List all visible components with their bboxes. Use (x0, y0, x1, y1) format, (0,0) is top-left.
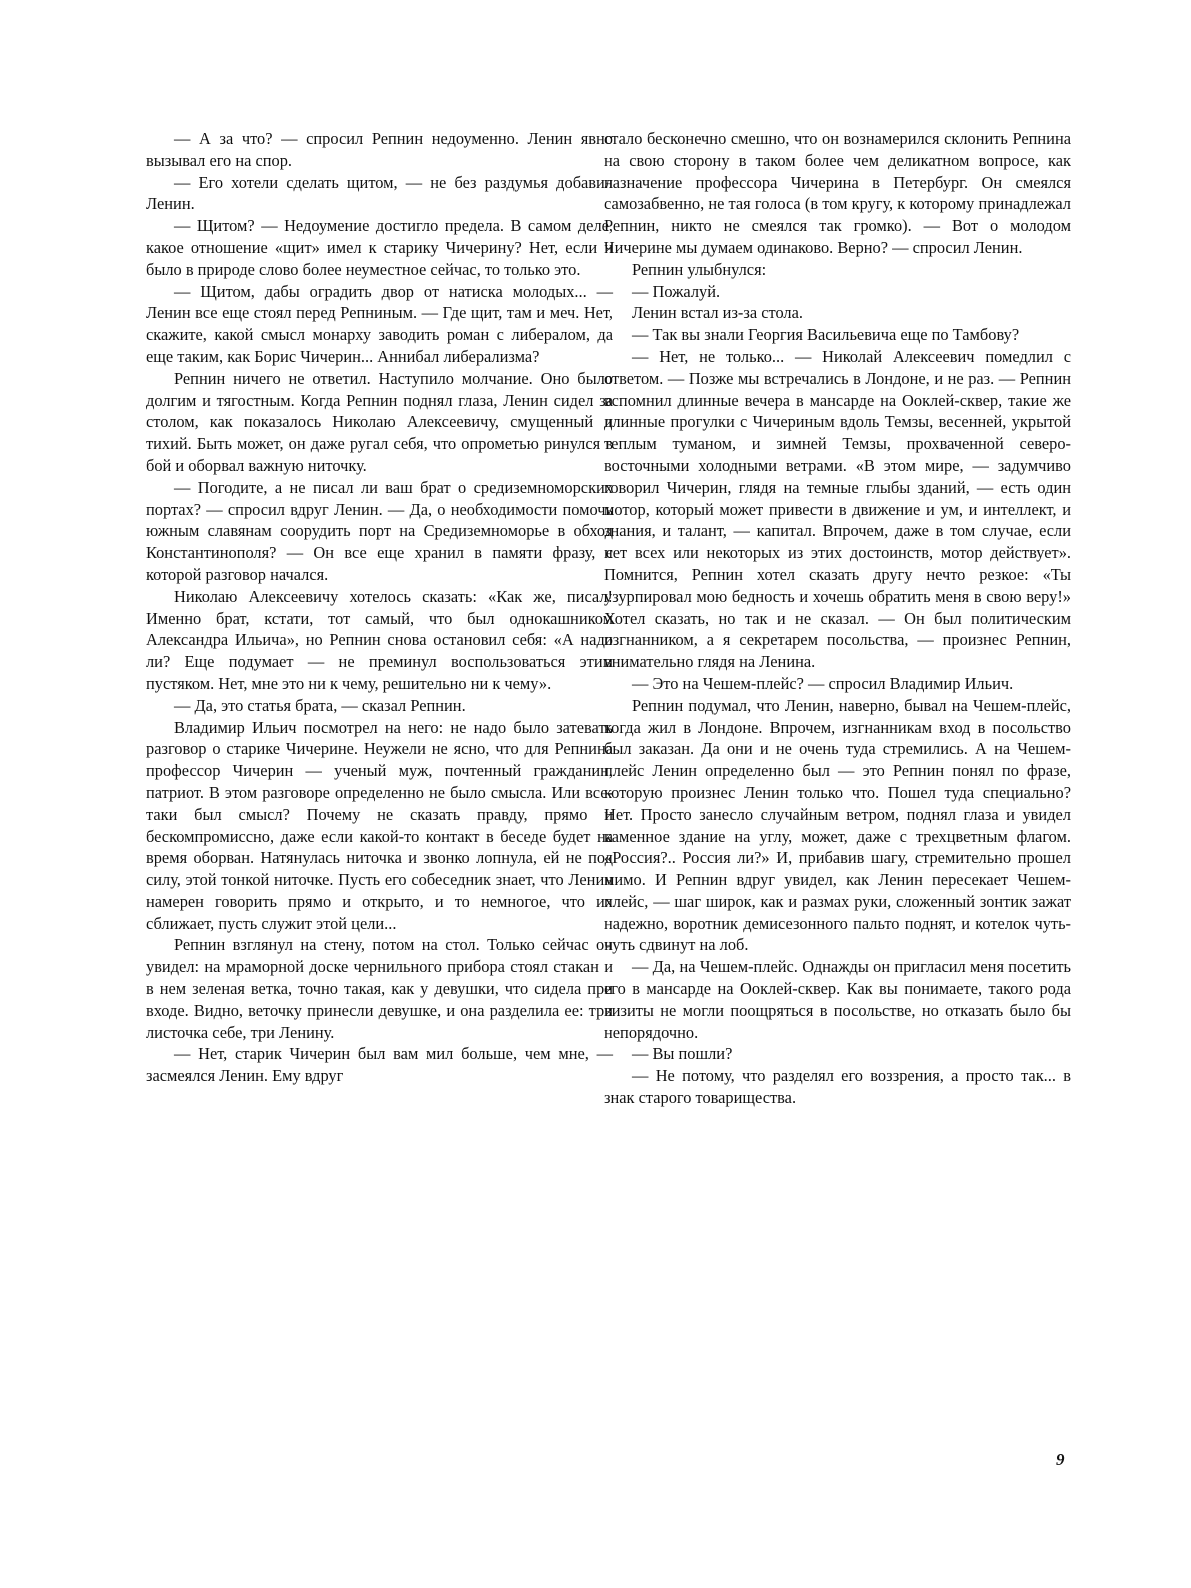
paragraph: — Нет, не только... — Николай Алексеевич помедлил с ответом. — Позже мы встречались в Лондоне, и не раз. — Репнин вспомнил длинные вечера в мансарде на Ооклей-сквер, такие же длинные прогулки с Чичериным вдоль Темзы, весенней, укрытой теплым туманом, и зимней Темзы, прохваченной северо-восточными холодными ветрами. «В этом мире, — задумчиво говорил Чичерин, глядя на темные глыбы зданий, — есть один мотор, который может привести в движение и ум, и интеллект, и знания, и талант, — капитал. Впрочем, даже в том случае, если нет всех или некоторых из этих достоинств, мотор действует». Помнится, Репнин хотел сказать другу нечто резкое: «Ты узурпировал мою бедность и хочешь обратить меня в свою веру!» Хотел сказать, но так и не сказал. — Он был политическим изгнанником, а я секретарем посольства, — произнес Репнин, внимательно глядя на Ленина. (604, 346, 1071, 672)
paragraph: — Так вы знали Георгия Васильевича еще по Тамбову? (632, 325, 1020, 345)
paragraph: Репнин улыбнулся: (632, 259, 767, 279)
paragraph: Репнин ничего не ответил. Наступило молчание. Оно было долгим и тягостным. Когда Репнин поднял глаза, Ленин сидел за столом, как показалось Николаю Алексеевичу, смущенный и тихий. Быть может, он даже ругал себя, что опрометью ринулся в бой и оборвал важную ниточку. (146, 368, 613, 475)
paragraph-continued: стало бесконечно смешно, что он вознамерился склонить Репнина на свою сторону в таком более чем деликатном вопросе, как назначение профессора Чичерина в Петербург. Он смеялся самозабвенно, не тая голоса (в том кругу, к которому принадлежал Репнин, никто не смеялся так громко). — Вот о молодом Чичерине мы думаем одинаково. Верно? — спросил Ленин. (604, 129, 1071, 257)
paragraph: Репнин взглянул на стену, потом на стол. Только сейчас он увидел: на мраморной доске чернильного прибора стоял стакан и в нем зеленая ветка, точно такая, как у девушки, что сидела при входе. Видно, веточку принесли девушке, и она разделила ее: три листочка себе, три Ленину. (146, 935, 613, 1042)
paragraph: Ленин встал из-за стола. (632, 303, 803, 323)
paragraph: Николаю Алексеевичу хотелось сказать: «Как же, писал! Именно брат, кстати, тот самый, что был однокашником Александра Ильича», но Репнин снова остановил себя: «А надо ли? Еще подумает — не преминул воспользоваться этим пустяком. Нет, мне это ни к чему, решительно ни к чему». (146, 586, 613, 693)
paragraph: — Не потому, что разделял его воззрения, а просто так... в знак старого товарищества. (604, 1066, 1071, 1108)
paragraph: — А за что? — спросил Репнин недоуменно. Ленин явно вызывал его на спор. (146, 129, 613, 170)
paragraph: — Щитом? — Недоумение достигло предела. В самом деле, какое отношение «щит» имел к старику Чичерину? Нет, если и было в природе слово более неуместное сейчас, то только это. (146, 216, 613, 279)
paragraph: — Да, на Чешем-плейс. Однажды он пригласил меня посетить его в мансарде на Ооклей-сквер. Как вы понимаете, такого рода визиты не могли поощряться в посольстве, но отказать было бы непорядочно. (604, 957, 1071, 1042)
paragraph: — Это на Чешем-плейс? — спросил Владимир Ильич. (632, 673, 1014, 693)
paragraph: — Да, это статья брата, — сказал Репнин. (174, 695, 466, 715)
left-text-column (146, 128, 613, 1087)
paragraph: — Пожалуй. (632, 281, 721, 301)
page-number: 9 (1056, 1450, 1065, 1469)
paragraph: — Погодите, а не писал ли ваш брат о средиземноморских портах? — спросил вдруг Ленин. — Да, о необходимости помочь южным славянам соорудить порт на Средиземноморье в обход Константинополя? — Он все еще хранил в памяти фразу, с которой разговор начался. (146, 477, 613, 584)
paragraph: — Нет, старик Чичерин был вам мил больше, чем мне, — засмеялся Ленин. Ему вдруг (146, 1044, 613, 1086)
paragraph: Владимир Ильич посмотрел на него: не надо было затевать разговор о старике Чичерине. Неужели не ясно, что для Репнина профессор Чичерин — ученый муж, почтенный гражданин, патриот. В этом разговоре определенно не было смысла. Или все-таки был смысл? Почему не сказать правду, прямо и бескомпромиссно, даже если какой-то контакт в беседе будет на время оборван. Натянулась ниточка и звонко лопнула, ей не под силу, этой тонкой ниточке. Пусть его собеседник знает, что Ленин намерен говорить прямо и открыто, и то немногое, что их сближает, пусть служит этой цели... (146, 717, 613, 933)
paragraph: — Щитом, дабы оградить двор от натиска молодых... — Ленин все еще стоял перед Репниным. — Где щит, там и меч. Нет, скажите, какой смысл монарху заводить роман с либералом, да еще таким, как Борис Чичерин... Аннибал либерализма? (146, 281, 613, 366)
paragraph: Репнин подумал, что Ленин, наверно, бывал на Чешем-плейс, когда жил в Лондоне. Впрочем, изгнанникам вход в посольство был заказан. Да они и не очень туда стремились. А на Чешем-плейс Ленин определенно был — это Репнин понял по фразе, которую произнес Ленин только что. Пошел туда специально? Нет. Просто занесло случайным ветром, поднял глаза и увидел каменное здание на углу, может, даже с трехцветным флагом. «Россия?.. Россия ли?» И, прибавив шагу, стремительно прошел мимо. И Репнин вдруг увидел, как Ленин пересекает Чешем-плейс, — шаг широк, как и размах руки, сложенный зонтик зажат надежно, воротник демисезонного пальто поднят, и котелок чуть-чуть сдвинут на лоб. (604, 695, 1071, 955)
paragraph: — Вы пошли? (632, 1044, 733, 1064)
right-text-column (604, 128, 1071, 1109)
paragraph: — Его хотели сделать щитом, — не без раздумья добавил Ленин. (146, 172, 613, 214)
